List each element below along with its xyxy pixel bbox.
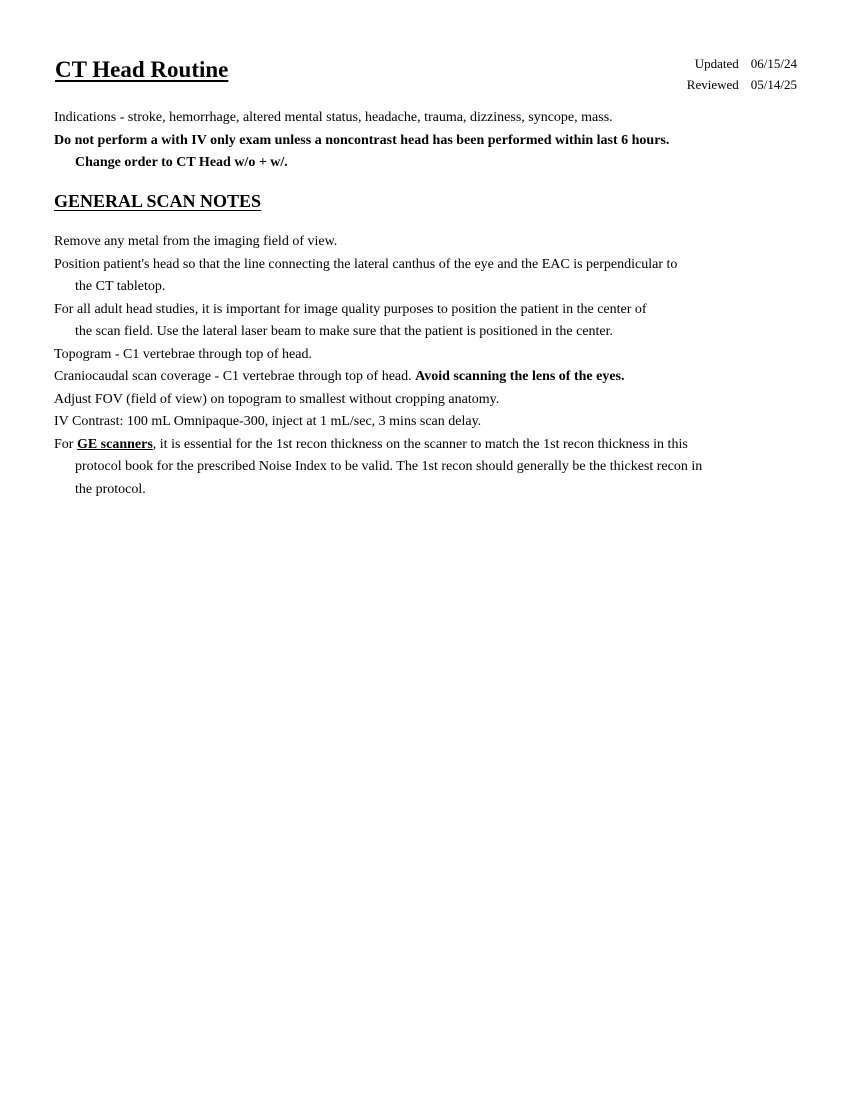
- revision-dates: [687, 53, 797, 95]
- updated-row: [687, 53, 797, 74]
- fov-note: Adjust FOV (field of view) on topogram to smallest without cropping anatomy.: [54, 391, 500, 407]
- metal-note: Remove any metal from the imaging field of view.: [54, 234, 338, 249]
- position-note-line-1: Position patient's head so that the line connecting the lateral canthus of the eye and the EAC is perpendicular to: [54, 256, 678, 272]
- position-note-line-2: the CT tabletop.: [75, 279, 166, 294]
- coverage-note: [54, 366, 814, 389]
- ge-note-line-1: [54, 434, 814, 457]
- updated-date: 06/15/24: [750, 56, 797, 71]
- general-notes-block: [54, 231, 814, 501]
- coverage-warning: Avoid scanning the lens of the eyes.: [415, 369, 625, 384]
- topogram-note: Topogram - C1 vertebrae through top of head.: [54, 346, 312, 362]
- indications-text: Indications - stroke, hemorrhage, altered mental status, headache, trauma, dizziness, syncope, mass.: [54, 110, 613, 125]
- warning-line-1: Do not perform a with IV only exam unless a noncontrast head has been performed within last 6 hours.: [54, 132, 670, 148]
- revision-dates-table: [687, 53, 797, 95]
- ge-note-line-2: protocol book for the prescribed Noise Index to be valid. The 1st recon should generally be the thickest recon in: [75, 459, 703, 474]
- ge-line-1-rest: , it is essential for the 1st recon thickness on the scanner to match the 1st recon thickness in this: [152, 436, 688, 452]
- ge-note-line-3: the protocol.: [75, 481, 146, 497]
- reviewed-date: 05/14/25: [750, 77, 797, 92]
- ge-scanners-link[interactable]: GE scanners: [76, 436, 153, 452]
- intro-block: [54, 107, 814, 175]
- updated-label: Updated: [694, 56, 739, 71]
- ge-prefix: For: [54, 436, 74, 452]
- reviewed-row: [687, 74, 797, 95]
- center-note-line-2: the scan field. Use the lateral laser beam to make sure that the patient is positioned in the center.: [75, 324, 614, 339]
- reviewed-label: Reviewed: [686, 77, 739, 92]
- center-note-line-1: For all adult head studies, it is important for image quality purposes to position the patient in the center of: [54, 301, 647, 317]
- contrast-note: IV Contrast: 100 mL Omnipaque-300, inject at 1 mL/sec, 3 mins scan delay.: [54, 414, 482, 429]
- coverage-text: Craniocaudal scan coverage - C1 vertebrae through top of head.: [54, 369, 412, 384]
- general-scan-notes-heading: GENERAL SCAN NOTES: [54, 191, 262, 211]
- page-title: CT Head Routine: [55, 57, 229, 82]
- warning-line-2: Change order to CT Head w/o + w/.: [75, 155, 288, 170]
